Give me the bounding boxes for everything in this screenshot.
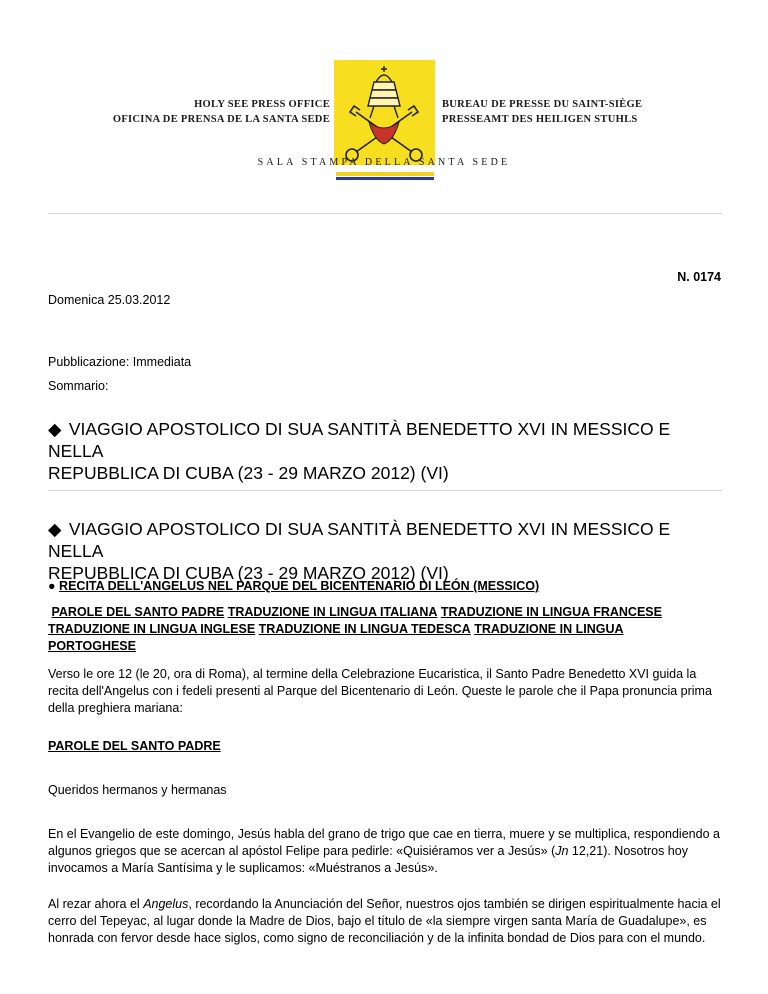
main-title-line1: VIAGGIO APOSTOLICO DI SUA SANTITÀ BENEDETTO XVI IN MESSICO E NELLA	[48, 519, 671, 561]
paragraph-1	[48, 826, 724, 877]
greeting: Queridos hermanos y hermanas	[48, 783, 227, 797]
diamond-bullet-icon: ◆	[48, 419, 62, 439]
publication-status: Pubblicazione: Immediata	[48, 355, 192, 369]
sala-stampa-title: SALA STAMPA DELLA SANTA SEDE	[257, 157, 511, 168]
summary-label: Sommario:	[48, 379, 109, 393]
main-title	[48, 518, 728, 584]
subheading-parole: PAROLE DEL SANTO PADRE	[48, 739, 221, 753]
summary-divider	[48, 490, 722, 491]
link-traduzione-francese[interactable]: TRADUZIONE IN LINGUA FRANCESE	[440, 605, 662, 619]
main-title-line2: REPUBBLICA DI CUBA (23 - 29 MARZO 2012) (VI)	[48, 563, 449, 583]
papal-emblem-logo	[334, 60, 435, 165]
section-title-link[interactable]: RECITA DELL'ANGELUS NEL PARQUE DEL BICENTENARIO DI LEÓN (MESSICO)	[59, 579, 540, 593]
header-presseamt: PRESSEAMT DES HEILIGEN STUHLS	[442, 114, 638, 125]
summary-title-line2: REPUBBLICA DI CUBA (23 - 29 MARZO 2012) (VI)	[48, 463, 449, 483]
link-traduzione-tedesca[interactable]: TRADUZIONE IN LINGUA TEDESCA	[258, 622, 471, 636]
paragraph-1-text-a: En el Evangelio de este domingo, Jesús habla del grano de trigo que cae en tierra, muere y se multiplica, respondiendo a algunos griegos que se acercan al apóstol Felipe para pedirle: «Quisiéramos ver a Jesús» (	[48, 827, 720, 858]
press-office-header	[0, 0, 768, 200]
link-traduzione-italiana[interactable]: TRADUZIONE IN LINGUA ITALIANA	[227, 605, 438, 619]
header-left-names	[113, 97, 330, 127]
header-bureau-de-presse: BUREAU DE PRESSE DU SAINT-SIÈGE	[442, 99, 643, 110]
paragraph-1-ref: Jn	[555, 844, 569, 858]
header-right-names	[442, 97, 642, 127]
paragraph-1-text-b: 12,21). Nosotros hoy invocamos a María Santísima y le suplicamos: «Muéstranos a Jesús».	[48, 844, 688, 875]
header-yellow-stripe	[336, 172, 434, 176]
bullet-dot-icon: ●	[48, 579, 56, 593]
header-divider	[48, 213, 722, 214]
paragraph-2-text-b: , recordando la Anunciación del Señor, nuestros ojos también se dirigen espiritualmente hacia el cerro del Tepeyac, al lugar donde la Madre de Dios, bajo el título de «la siempre virgen santa María de Guadalupe», es honrada con fervor desde hace siglos, como signo de reconciliación y de la infinita bondad de Dios para con el mundo.	[48, 897, 721, 945]
link-traduzione-inglese[interactable]: TRADUZIONE IN LINGUA INGLESE	[48, 622, 256, 636]
papal-keys-tiara-icon	[334, 60, 435, 165]
paragraph-2	[48, 896, 724, 947]
section-heading[interactable]	[48, 578, 728, 595]
bulletin-date: Domenica 25.03.2012	[48, 293, 171, 307]
header-oficina-de-prensa: OFICINA DE PRENSA DE LA SANTA SEDE	[112, 114, 330, 125]
paragraph-2-text-a: Al rezar ahora el	[48, 897, 144, 911]
link-parole-del-santo-padre[interactable]: PAROLE DEL SANTO PADRE	[51, 605, 225, 619]
header-holy-see-press-office: HOLY SEE PRESS OFFICE	[194, 99, 330, 110]
intro-paragraph: Verso le ore 12 (le 20, ora di Roma), al termine della Celebrazione Eucaristica, il Santo Padre Benedetto XVI guida la recita dell'Angelus con i fedeli presenti al Parque del Bicentenario di León. Queste le parole che il Papa pronuncia prima della preghiera mariana:	[48, 667, 712, 715]
header-blue-stripe	[336, 177, 434, 180]
paragraph-2-angelus: Angelus	[143, 897, 189, 911]
translation-links	[48, 604, 698, 655]
summary-title[interactable]	[48, 418, 728, 484]
summary-title-line1: VIAGGIO APOSTOLICO DI SUA SANTITÀ BENEDETTO XVI IN MESSICO E NELLA	[48, 419, 671, 461]
link-traduzione-portoghese[interactable]: TRADUZIONE IN LINGUA PORTOGHESE	[48, 622, 624, 653]
bulletin-number: N. 0174	[677, 270, 721, 284]
diamond-bullet-icon: ◆	[48, 519, 62, 539]
